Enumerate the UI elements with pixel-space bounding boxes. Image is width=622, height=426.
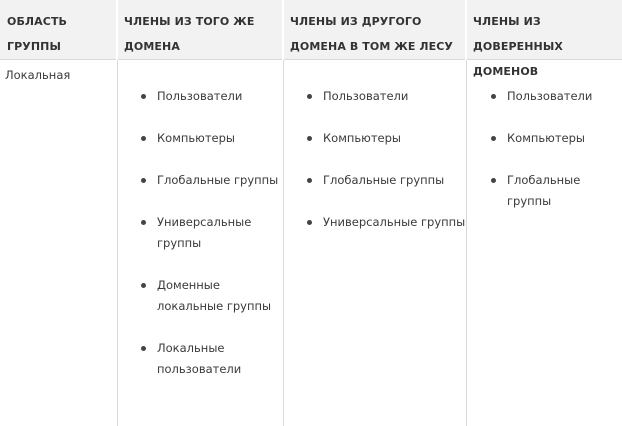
list-item: Пользователи <box>139 86 279 107</box>
bullet-icon <box>141 136 146 141</box>
header-divider <box>116 0 118 60</box>
cell-other-domain-same-forest <box>305 86 470 254</box>
header-group-scope: ОБЛАСТЬ ГРУППЫ <box>7 15 68 53</box>
header-trusted-domains: ЧЛЕНЫ ИЗ ДОВЕРЕННЫХ ДОМЕНОВ <box>473 15 563 78</box>
bullet-icon <box>307 178 312 183</box>
list-item: Пользователи <box>305 86 470 107</box>
header-same-domain: ЧЛЕНЫ ИЗ ТОГО ЖЕ ДОМЕНА <box>124 15 255 53</box>
bullet-icon <box>307 94 312 99</box>
trusted-domains-list <box>489 86 614 212</box>
list-item: Пользователи <box>489 86 614 107</box>
bullet-icon <box>141 178 146 183</box>
bullet-icon <box>141 220 146 225</box>
cell-trusted-domains <box>489 86 614 233</box>
column-divider <box>117 60 118 426</box>
bullet-icon <box>491 136 496 141</box>
same-domain-list <box>139 86 279 380</box>
cell-same-domain <box>139 86 279 401</box>
bullet-icon <box>491 94 496 99</box>
list-item: Универсальные группы <box>139 212 279 254</box>
list-item: Компьютеры <box>305 128 470 149</box>
column-divider <box>283 60 284 426</box>
list-item: Глобальные группы <box>139 170 279 191</box>
bullet-icon <box>307 136 312 141</box>
list-item: Компьютеры <box>489 128 614 149</box>
list-item: Локальные пользователи <box>139 338 279 380</box>
other-domain-list <box>305 86 470 233</box>
list-item: Универсальные группы <box>305 212 470 233</box>
list-item: Глобальные группы <box>305 170 470 191</box>
header-divider <box>282 0 284 60</box>
list-item: Компьютеры <box>139 128 279 149</box>
bullet-icon <box>141 94 146 99</box>
list-item: Доменные локальные группы <box>139 275 279 317</box>
bullet-icon <box>491 178 496 183</box>
bullet-icon <box>141 346 146 351</box>
header-divider <box>465 0 467 60</box>
cell-group-scope: Локальная <box>5 68 71 82</box>
bullet-icon <box>141 283 146 288</box>
list-item: Глобальные группы <box>489 170 614 212</box>
bullet-icon <box>307 220 312 225</box>
header-other-domain-same-forest: ЧЛЕНЫ ИЗ ДРУГОГО ДОМЕНА В ТОМ ЖЕ ЛЕСУ <box>290 15 454 53</box>
